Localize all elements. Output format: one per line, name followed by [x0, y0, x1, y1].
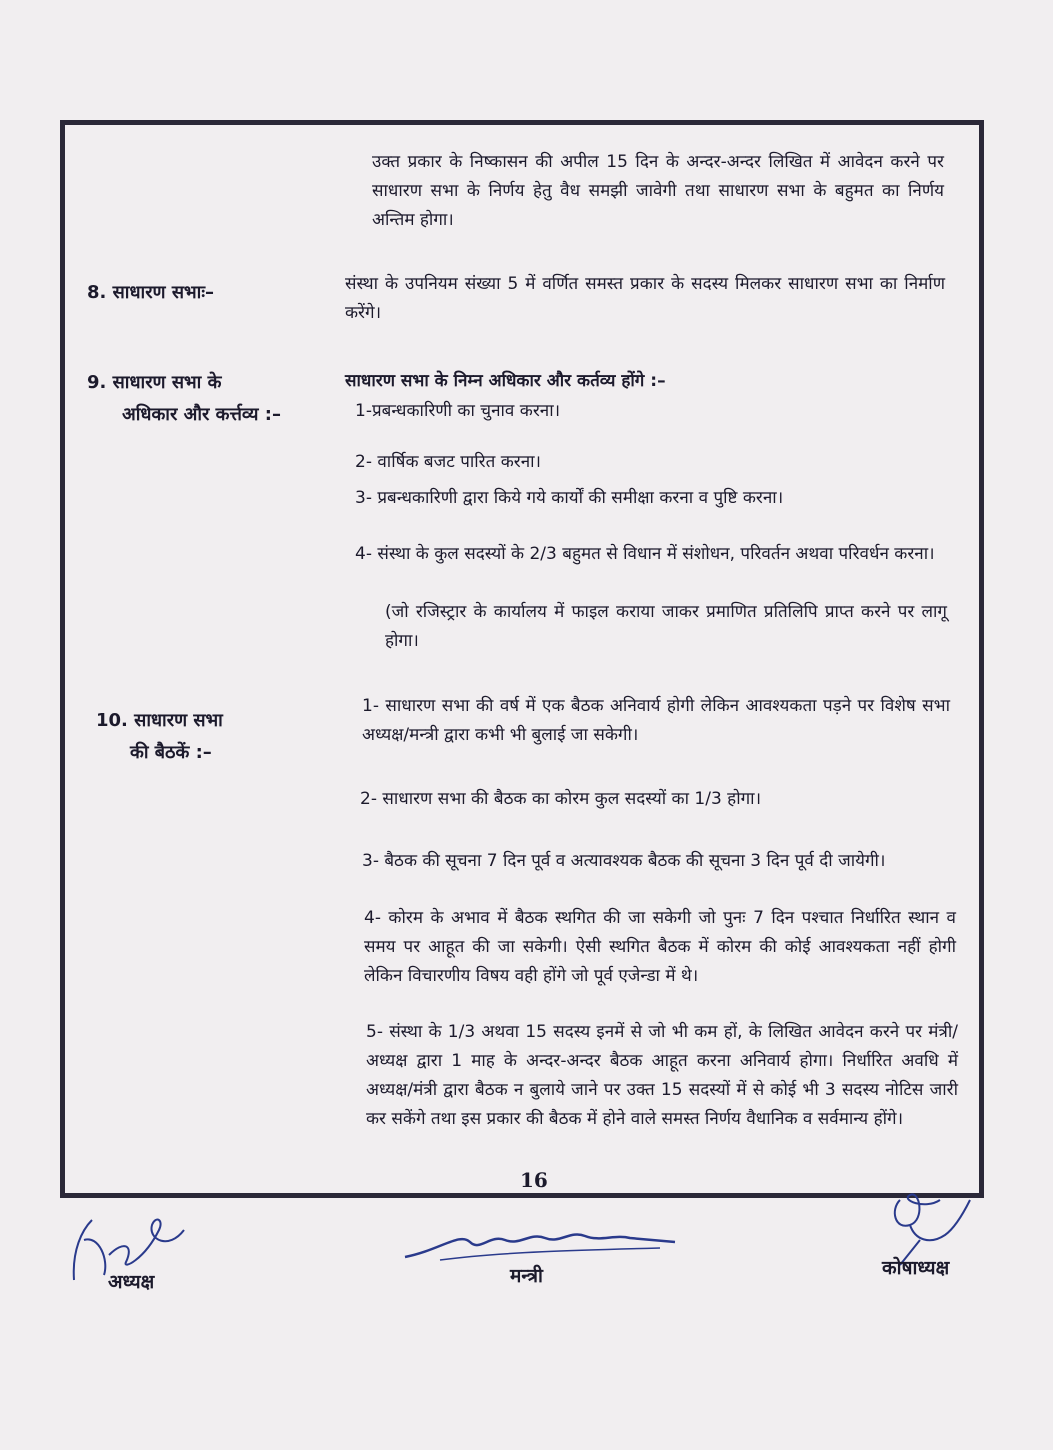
- section-8-text: संस्था के उपनियम संख्या 5 में वर्णित समस्त प्रकार के सदस्य मिलकर साधारण सभा का निर्माण करेंगे।: [345, 274, 945, 323]
- section-9-item-4: 4- संस्था के कुल सदस्यों के 2/3 बहुमत से विधान में संशोधन, परिवर्तन अथवा परिवर्धन करना।: [355, 544, 935, 564]
- section-10-item-2: 2- साधारण सभा की बैठक का कोरम कुल सदस्यों का 1/3 होगा।: [360, 789, 762, 809]
- section-8-label: 8. साधारण सभाः–: [87, 282, 214, 303]
- section-10-item-4: 4- कोरम के अभाव में बैठक स्थगित की जा सकेगी जो पुनः 7 दिन पश्चात निर्धारित स्थान व समय पर आहूत की जा सकेगी। ऐसी स्थगित बैठक में कोरम की कोई आवश्यकता नहीं होगी लेकिन विचारणीय विषय वही होंगे जो पूर्व एजेन्डा में थे।: [364, 908, 956, 986]
- section-9-heading: साधारण सभा के निम्न अधिकार और कर्तव्य होंगे :–: [345, 371, 666, 391]
- section-9-note: (जो रजिस्ट्रार के कार्यालय में फाइल कराया जाकर प्रमाणित प्रतिलिपि प्राप्त करने पर लागू होगा।: [385, 602, 947, 651]
- section-10-item-3: 3- बैठक की सूचना 7 दिन पूर्व व अत्यावश्यक बैठक की सूचना 3 दिन पूर्व दी जायेगी।: [362, 851, 886, 871]
- section-9-label-line2: अधिकार और कर्त्तव्य :–: [122, 404, 281, 425]
- section-9-item-3: 3- प्रबन्धकारिणी द्वारा किये गये कार्यों की समीक्षा करना व पुष्टि करना।: [355, 488, 784, 508]
- president-label: अध्यक्ष: [108, 1271, 155, 1293]
- section-10-item-1: 1- साधारण सभा की वर्ष में एक बैठक अनिवार्य होगी लेकिन आवश्यकता पड़ने पर विशेष सभा अध्यक्ष/मन्त्री द्वारा कभी भी बुलाई जा सकेगी।: [362, 696, 950, 745]
- treasurer-label: कोषाध्यक्ष: [882, 1257, 950, 1279]
- section-9-item-1: 1-प्रबन्धकारिणी का चुनाव करना।: [355, 401, 561, 421]
- intro-paragraph: उक्त प्रकार के निष्कासन की अपील 15 दिन के अन्दर-अन्दर लिखित में आवेदन करने पर साधारण सभा के निर्णय हेतु वैध समझी जावेगी तथा साधारण सभा के बहुमत का निर्णय अन्तिम होगा।: [372, 152, 944, 230]
- section-9-label-line1: 9. साधारण सभा के: [87, 372, 222, 393]
- section-10-label-line1: 10. साधारण सभा: [96, 710, 223, 731]
- page-number: 16: [520, 1168, 548, 1192]
- section-10-item-5: 5- संस्था के 1/3 अथवा 15 सदस्य इनमें से जो भी कम हों, के लिखित आवेदन करने पर मंत्री/अध्यक्ष द्वारा 1 माह के अन्दर-अन्दर बैठक आहूत करना अनिवार्य होगा। निर्धारित अवधि में अध्यक्ष/मंत्री द्वारा बैठक न बुलाये जाने पर उक्त 15 सदस्यों में से कोई भी 3 सदस्य नोटिस जारी कर सकेंगे तथा इस प्रकार की बैठक में होने वाले समस्त निर्णय वैधानिक व सर्वमान्य होंगे।: [366, 1022, 958, 1129]
- section-9-item-2: 2- वार्षिक बजट पारित करना।: [355, 452, 541, 472]
- section-10-label-line2: की बैठकें :–: [130, 742, 212, 763]
- secretary-label: मन्त्री: [510, 1265, 543, 1287]
